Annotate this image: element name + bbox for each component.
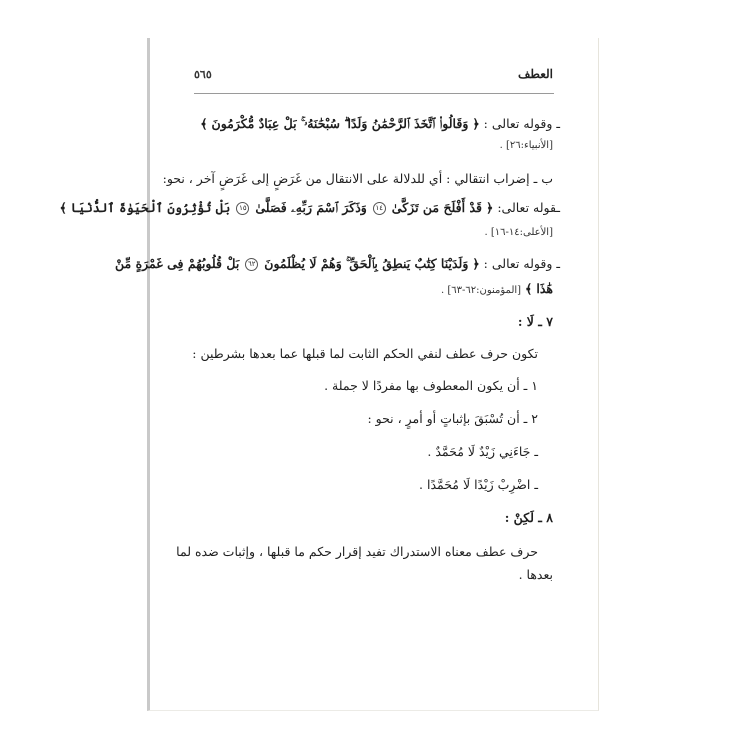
quran-close-brace-icon: ﴾	[59, 200, 67, 215]
quote3-intro: ـ وقوله تعالى :	[483, 256, 560, 271]
ayah-marker-icon: ١٥	[236, 202, 249, 215]
quote3-verse-part2: بَلْ قُلُوبُهُمْ فِى غَمْرَةٍ مِّنْ	[115, 256, 240, 271]
section7-condition-1: ١ ـ أن يكون المعطوف بها مفردًا لا جملة .	[324, 378, 538, 393]
quote1-intro: ـ وقوله تعالى :	[483, 116, 560, 131]
section8-text-line1: حرف عطف معناه الاستدراك تفيد إقرار حكم ما قبلها ، وإثبات ضده لما	[176, 544, 538, 559]
quran-close-brace-icon: ﴾	[200, 116, 208, 131]
quote2-line	[59, 199, 560, 217]
quote3-verse-part1: وَلَدَيْنَا كِتَٰبٌ يَنطِقُ بِٱلْحَقِّ ۚ وَهُمْ لَا يُظْلَمُونَ	[264, 256, 469, 271]
quote2-verse-part3: بَلْ تُؤْثِرُونَ ٱلْحَيَوٰةَ ٱلدُّنْيَا	[70, 200, 231, 215]
section7-example-1: ـ جَاءَنِي زَيْدٌ لَا مُحَمَّدٌ .	[427, 444, 538, 459]
section7-condition-2: ٢ ـ أن تُسْبَقَ بإثباتٍ أو أمرٍ ، نحو :	[367, 411, 538, 426]
page-number: ٥٦٥	[194, 68, 212, 81]
quote2-verse-part1: قَدْ أَفْلَحَ مَن تَزَكَّىٰ	[391, 200, 483, 215]
section8-heading: ٨ ـ لَكِنْ :	[504, 510, 553, 525]
quran-close-brace-icon: ﴾	[525, 281, 533, 296]
quote3-line2	[441, 280, 553, 300]
quote1-line	[200, 115, 560, 133]
quote2-intro: ـقوله تعالى:	[497, 200, 560, 215]
quote1-verse: وَقَالُوا۟ ٱتَّخَذَ ٱلرَّحْمَٰنُ وَلَدًا ۗ سُبْحَٰنَهُۥ ۚ بَلْ عِبَادٌ مُّكْرَمُونَ	[211, 116, 469, 131]
chapter-title: العطف	[517, 67, 553, 81]
ayah-marker-icon: ١٤	[373, 202, 386, 215]
header-rule	[194, 93, 554, 94]
quran-open-brace-icon: ﴿	[472, 256, 480, 271]
quote3-verse-line2: هَٰذَا	[536, 281, 553, 296]
ayah-marker-icon: ٦٢	[245, 258, 258, 271]
quran-open-brace-icon: ﴿	[472, 116, 480, 131]
section7-example-2: ـ اضْرِبْ زَيْدًا لَا مُحَمَّدًا .	[419, 477, 538, 492]
section7-intro: تكون حرف عطف لنفي الحكم الثابت لما قبلها عما بعدها بشرطين :	[192, 346, 538, 361]
section-b-text: ب ـ إضراب انتقالي : أي للدلالة على الانتقال من غَرَضٍ إلى غَرَضٍ آخر ، نحو:	[162, 171, 553, 186]
quote1-reference: [الأنبياء:٢٦] .	[499, 140, 553, 151]
quran-open-brace-icon: ﴿	[486, 200, 494, 215]
quote3-line1	[115, 255, 560, 273]
quote2-verse-part2: وَذَكَرَ ٱسْمَ رَبِّهِۦ فَصَلَّىٰ	[255, 200, 367, 215]
quote2-reference: [الأعلى:١٤-١٦] .	[484, 227, 553, 238]
section8-text-line2: بعدها .	[518, 567, 553, 582]
quote3-reference: [المؤمنون:٦٢-٦٣] .	[440, 285, 522, 296]
section7-heading: ٧ ـ لَا :	[517, 314, 553, 329]
